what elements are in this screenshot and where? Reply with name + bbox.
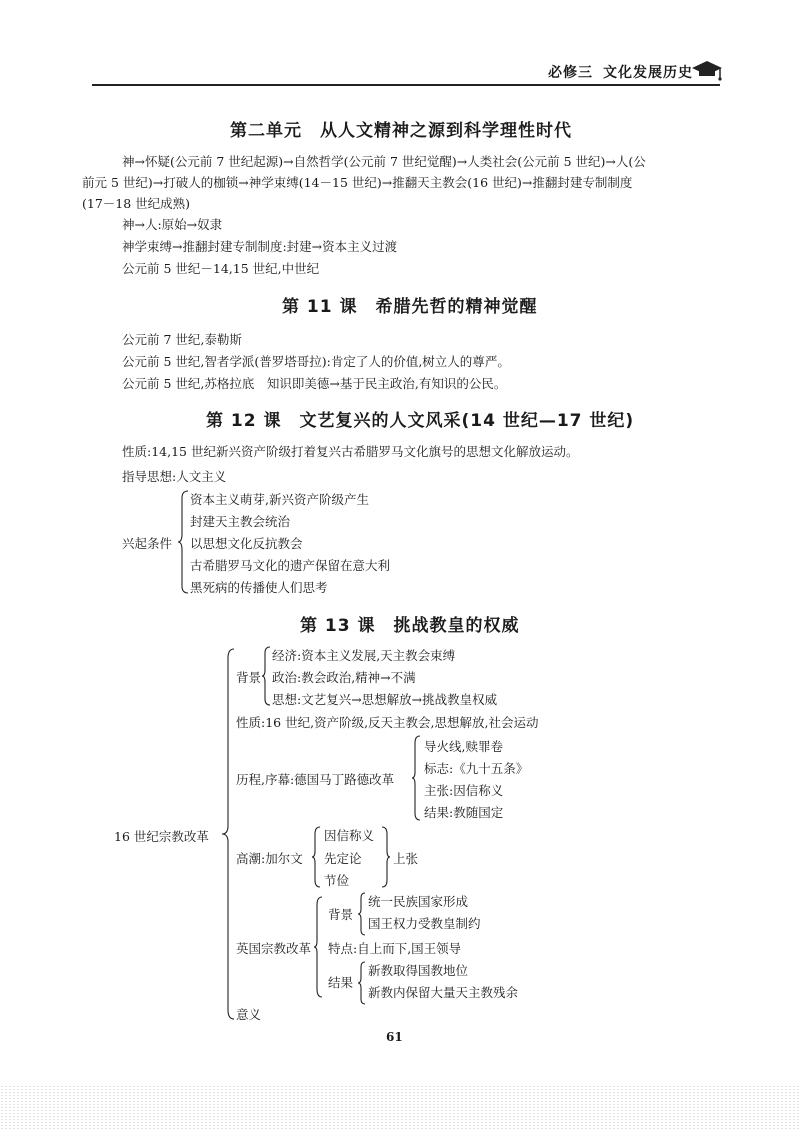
background-item: 思想:文艺复兴→思想解放→挑战教皇权威 (272, 692, 498, 707)
climax-closing-brace (382, 826, 392, 888)
lesson12-nature: 性质:14,15 世纪新兴资产阶级打着复兴古希腊罗马文化旗号的思想文化解放运动。 (122, 444, 579, 459)
lesson11-line: 公元前 7 世纪,泰勒斯 (122, 332, 242, 347)
england-label: 英国宗教改革 (236, 941, 312, 956)
lesson11-line: 公元前 5 世纪,智者学派(普罗塔哥拉):肯定了人的价值,树立人的尊严。 (122, 354, 510, 369)
climax-label: 高潮:加尔文 (236, 851, 303, 866)
condition-item: 以思想文化反抗教会 (190, 536, 303, 551)
england-feature: 特点:自上而下,国王领导 (328, 941, 462, 956)
unit-line: (17－18 世纪成熟) (82, 196, 191, 211)
england-brace (314, 896, 324, 998)
england-result-brace (358, 961, 367, 1005)
header-book-title: 文化发展历史 (603, 65, 693, 81)
england-result-item: 新教取得国教地位 (368, 963, 469, 978)
england-result-label: 结果 (328, 975, 354, 990)
condition-item: 封建天主教会统治 (190, 514, 291, 529)
lesson13-title: 第 13 课 挑战教皇的权威 (300, 616, 520, 636)
lesson11-line: 公元前 5 世纪,苏格拉底 知识即美德→基于民主政治,有知识的公民。 (122, 376, 507, 391)
reform-nature: 性质:16 世纪,资产阶级,反天主教会,思想解放,社会运动 (236, 715, 539, 730)
unit-title: 第二单元 从人文精神之源到科学理性时代 (230, 121, 572, 141)
lesson12-title: 第 12 课 文艺复兴的人文风采(14 世纪—17 世纪) (206, 411, 635, 431)
process-label: 历程,序幕:德国马丁路德改革 (236, 772, 395, 787)
reform-main-brace (222, 648, 236, 1020)
scan-noise (0, 1085, 800, 1131)
condition-item: 古希腊罗马文化的遗产保留在意大利 (190, 558, 391, 573)
background-item: 政治:教会政治,精神→不满 (272, 670, 416, 685)
climax-item: 先定论 (324, 851, 362, 866)
conditions-brace (178, 490, 190, 594)
england-background-item: 统一民族国家形成 (368, 894, 469, 909)
unit-line: 前元 5 世纪)→打破人的枷锁→神学束缚(14－15 世纪)→推翻天主教会(16 世纪)→推翻封建专制制度 (82, 175, 633, 190)
england-background-brace (358, 892, 367, 936)
page-number: 61 (386, 1030, 403, 1044)
graduation-cap-icon (690, 58, 724, 82)
england-background-label: 背景 (328, 907, 354, 922)
background-item: 经济:资本主义发展,天主教会束缚 (272, 648, 456, 663)
background-label: 背景 (236, 670, 262, 685)
lesson12-guide: 指导思想:人文主义 (122, 469, 227, 484)
climax-item: 因信称义 (324, 828, 375, 843)
unit-line: 神→人:原始→奴隶 (122, 217, 223, 232)
climax-item: 节俭 (324, 873, 350, 888)
reform-root: 16 世纪宗教改革 (114, 829, 209, 844)
condition-item: 资本主义萌芽,新兴资产阶级产生 (190, 492, 369, 507)
lesson11-title: 第 11 课 希腊先哲的精神觉醒 (282, 297, 538, 317)
climax-brace (312, 826, 322, 888)
process-brace (412, 735, 422, 821)
unit-line: 神→怀疑(公元前 7 世纪起源)→自然哲学(公元前 7 世纪觉醒)→人类社会(公元前 5 世纪)→人(公 (122, 154, 646, 169)
header-rule (92, 84, 720, 86)
climax-result: 上张 (393, 851, 419, 866)
england-background-item: 国王权力受教皇制约 (368, 916, 481, 931)
england-result-item: 新教内保留大量天主教残余 (368, 985, 519, 1000)
header-section: 必修三 (548, 65, 593, 81)
background-brace (262, 646, 272, 706)
unit-line: 神学束缚→推翻封建专制制度:封建→资本主义过渡 (122, 239, 398, 254)
significance-label: 意义 (236, 1007, 262, 1022)
process-item: 标志:《九十五条》 (424, 761, 529, 776)
process-item: 结果:教随国定 (424, 805, 504, 820)
conditions-label: 兴起条件 (122, 536, 173, 551)
process-item: 导火线,赎罪卷 (424, 739, 503, 754)
unit-line: 公元前 5 世纪－14,15 世纪,中世纪 (122, 261, 320, 276)
condition-item: 黑死病的传播使人们思考 (190, 580, 328, 595)
process-item: 主张:因信称义 (424, 783, 504, 798)
